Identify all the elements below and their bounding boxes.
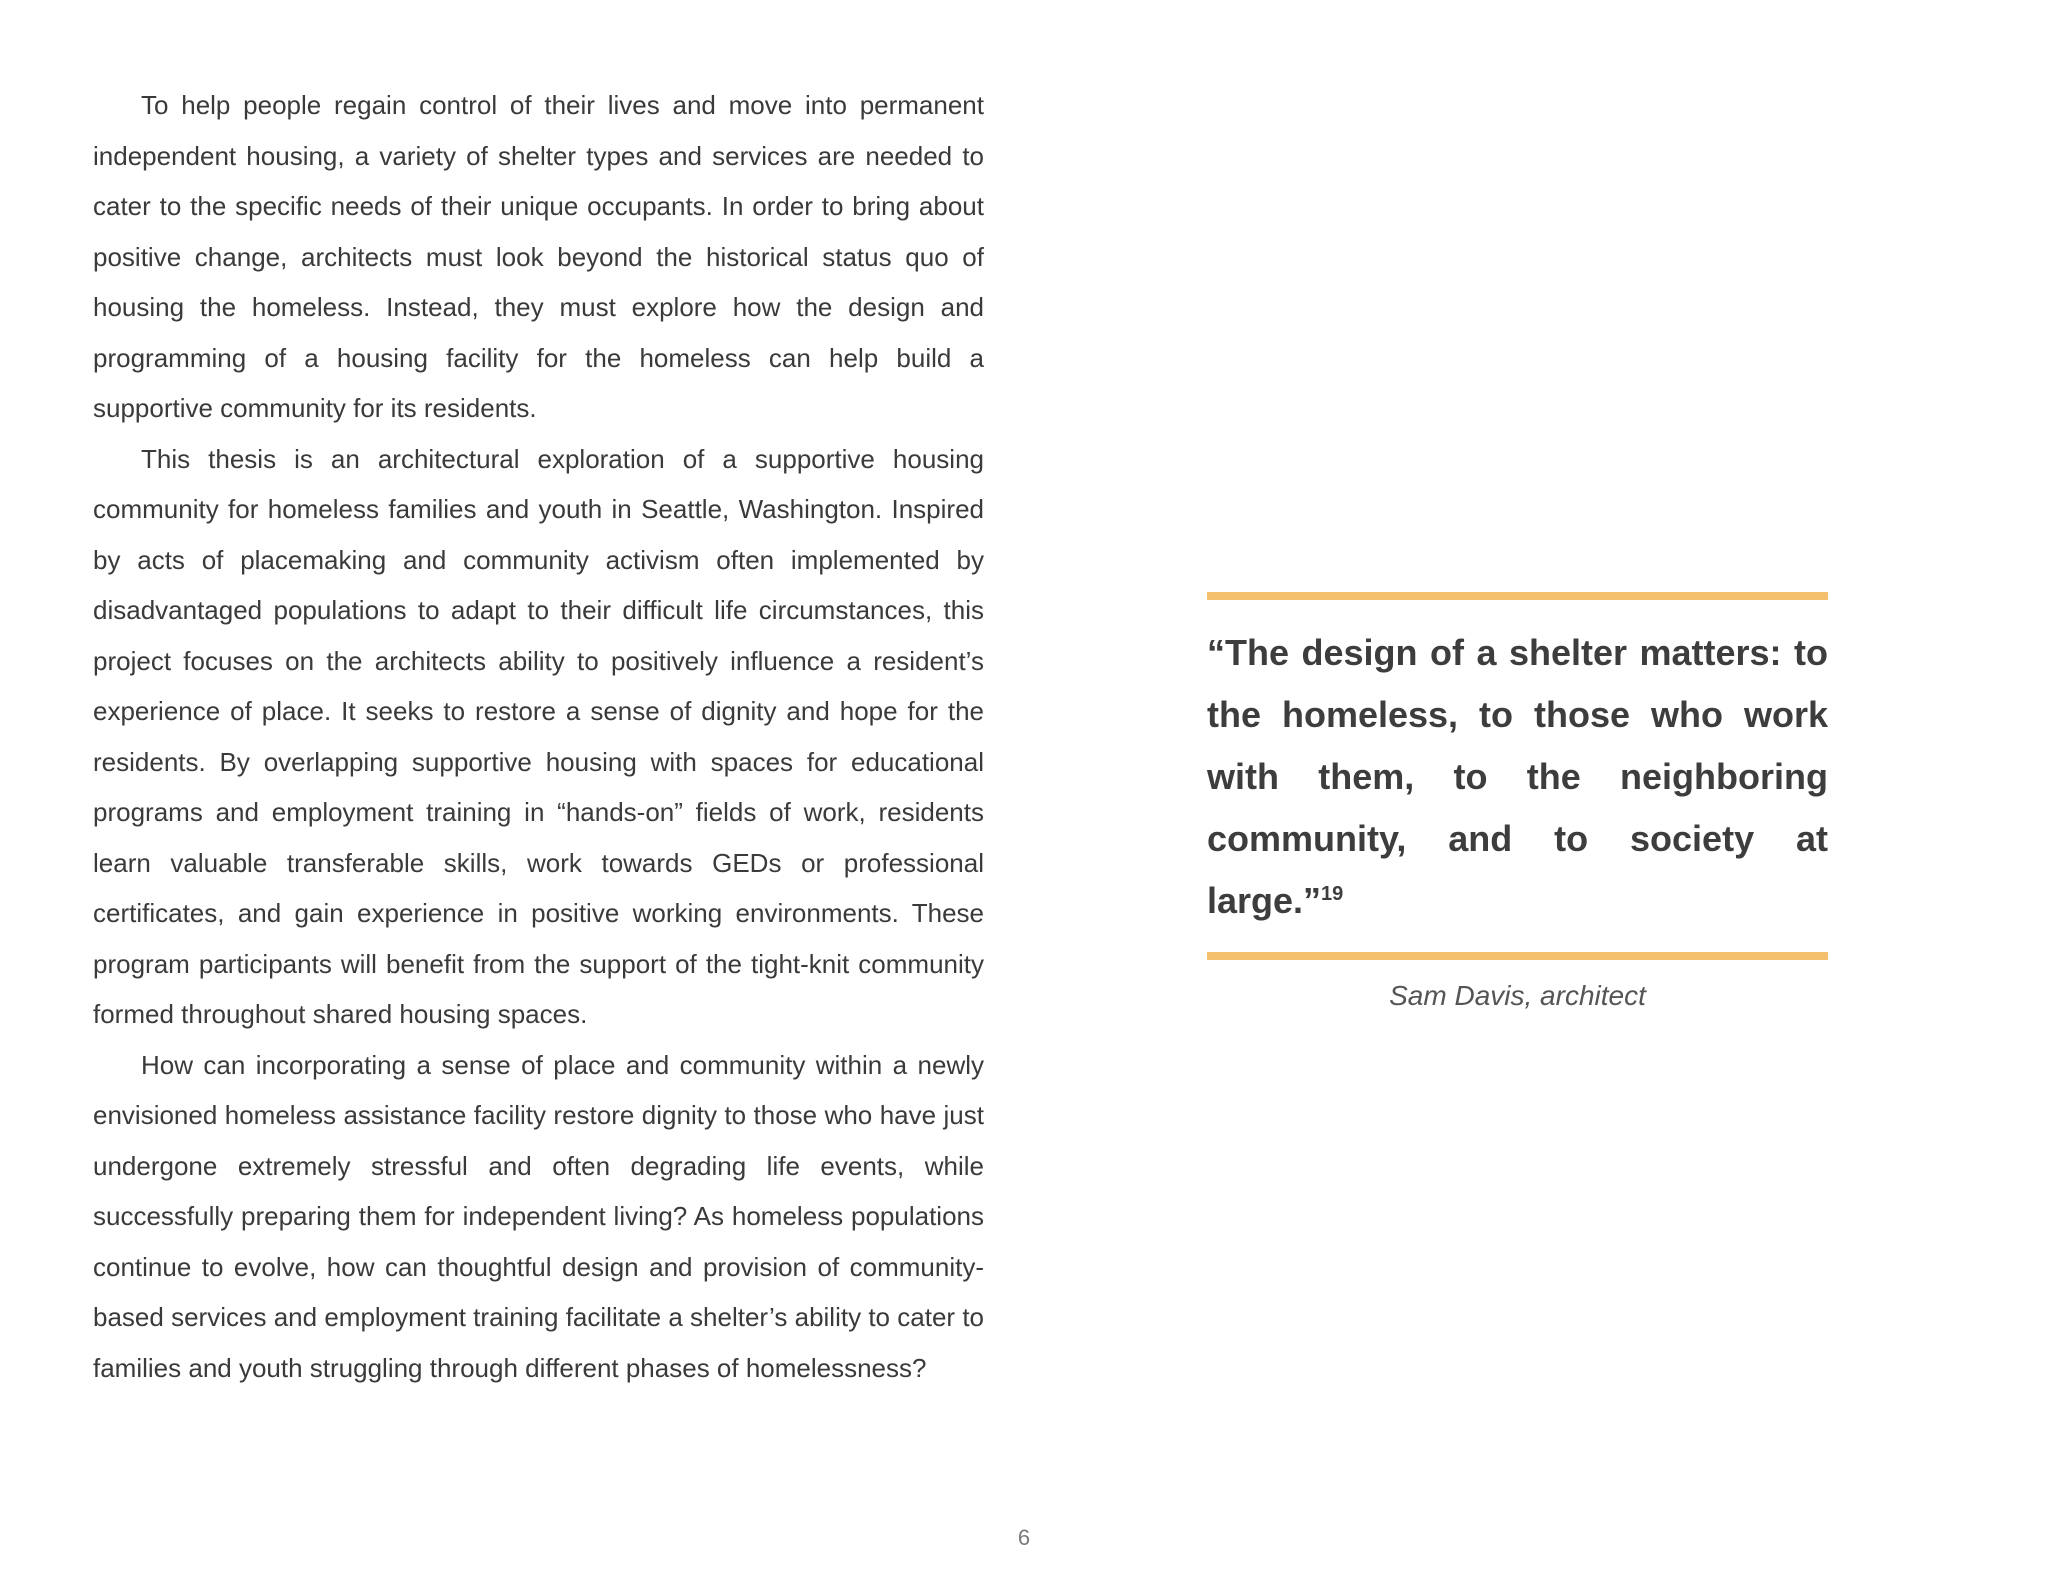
paragraph-2: This thesis is an architectural exploration of a supportive housing community for homeless families and youth in Seattle, Washington. Inspired by acts of placemaking and community activism often implemented by disadvantaged populations to adapt to their difficult life circumstances, this project focuses on the architects ability to positively influence a resident’s experience of place. It seeks to restore a sense of dignity and hope for the residents. By overlapping supportive housing with spaces for educational programs and employment training in “hands-on” fields of work, residents learn valuable transferable skills, work towards GEDs or professional certificates, and gain experience in positive working environments. These program participants will benefit from the support of the tight-knit community formed throughout shared housing spaces. xyxy=(93,443,984,1029)
quote-attribution: Sam Davis, architect xyxy=(1389,980,1646,1011)
body-text xyxy=(93,80,984,1393)
pull-quote xyxy=(1207,592,1828,1012)
quote-top-rule xyxy=(1207,592,1828,600)
paragraph-3: How can incorporating a sense of place and community within a newly envisioned homeless assistance facility restore dignity to those who have just undergone extremely stressful and often degrading life events, while successfully preparing them for independent living? As homeless populations continue to evolve, how can thoughtful design and provision of community-based services and employment training facilitate a shelter’s ability to cater to families and youth struggling through different phases of homelessness? xyxy=(93,1049,984,1383)
quote-text xyxy=(1207,622,1828,932)
page-number: 6 xyxy=(1017,1525,1031,1550)
quote-body: “The design of a shelter matters: to the homeless, to those who work with them, to the neighboring community, and to society at large.” xyxy=(1207,632,1828,921)
paragraph-1: To help people regain control of their lives and move into permanent independent housing, a variety of shelter types and services are needed to cater to the specific needs of their unique occupants. In order to bring about positive change, architects must look beyond the historical status quo of housing the homeless. Instead, they must explore how the design and programming of a housing facility for the homeless can help build a supportive community for its residents. xyxy=(93,90,984,423)
quote-bottom-rule xyxy=(1207,952,1828,960)
footnote-marker: 19 xyxy=(1321,883,1344,905)
